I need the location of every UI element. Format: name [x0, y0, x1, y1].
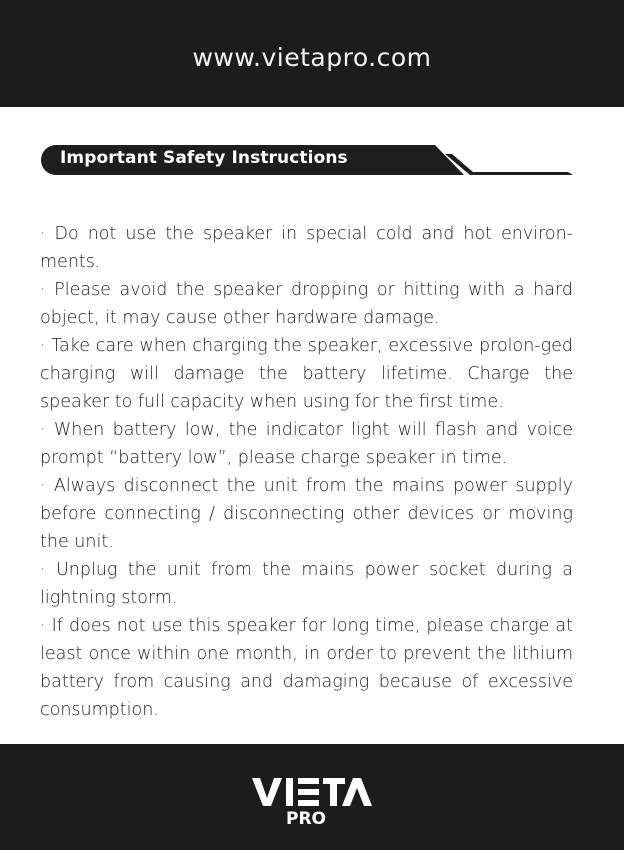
instruction-item: · When battery low, the indicator light will flash and voice prompt “battery low”, please charge speaker in time. — [40, 420, 573, 468]
svg-text:PRO: PRO — [286, 809, 327, 828]
header-bar — [0, 0, 624, 107]
instructions-list — [40, 220, 573, 724]
section-title: Important Safety Instructions — [60, 148, 348, 168]
instruction-item: · Always disconnect the unit from the mains power supply before connecting / disconnecting other devices or moving the unit. — [40, 476, 573, 552]
website-url: www.vietapro.com — [192, 43, 432, 72]
instruction-item: · Please avoid the speaker dropping or hitting with a hard object, it may cause other hardware damage. — [40, 280, 573, 328]
instruction-item: · Do not use the speaker in special cold and hot environ-ments. — [40, 224, 573, 272]
section-heading — [40, 145, 573, 177]
instruction-item: · Unplug the unit from the mains power socket during a lightning storm. — [40, 560, 573, 608]
instruction-item: · Take care when charging the speaker, excessive prolon-ged charging will damage the battery lifetime. Charge the speaker to full capacity when using for the first time. — [40, 336, 573, 412]
instruction-item: · If does not use this speaker for long time, please charge at least once within one month, in order to prevent the lithium battery from causing and damaging because of excessive consumption. — [40, 616, 573, 720]
footer-bar — [0, 744, 624, 850]
vieta-pro-logo — [250, 776, 374, 828]
